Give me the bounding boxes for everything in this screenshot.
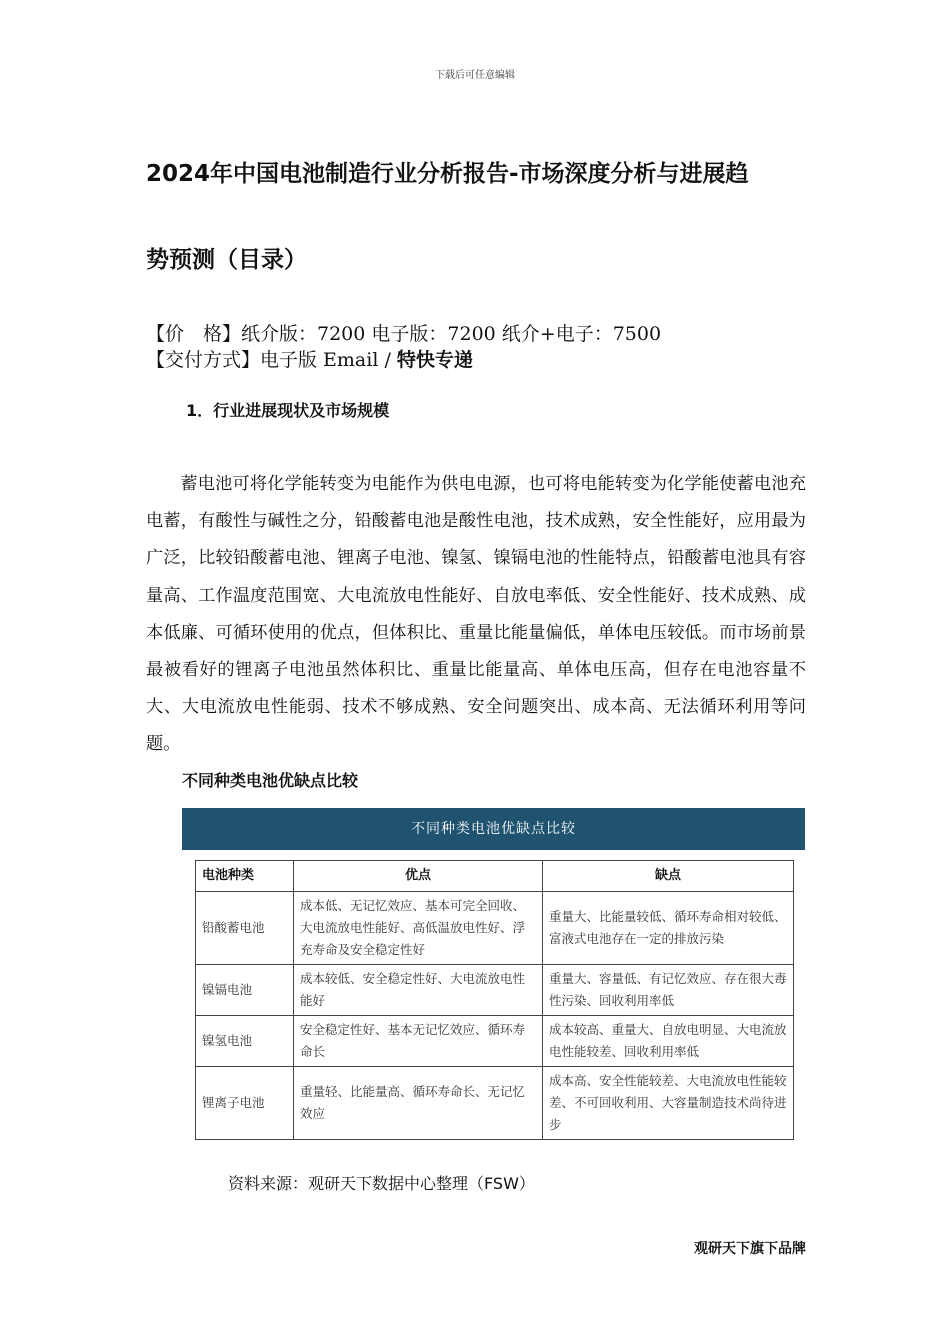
cons-cell: 成本较高、重量大、自放电明显、大电流放电性能较差、回收利用率低: [543, 1016, 794, 1067]
pros-cell: 成本较低、安全稳定性好、大电流放电性能好: [294, 965, 543, 1016]
battery-comparison-table: [195, 860, 794, 1140]
body-paragraph: 蓄电池可将化学能转变为电能作为供电电源，也可将电能转变为化学能使蓄电池充电蓄，有酸性与碱性之分，铅酸蓄电池是酸性电池，技术成熟，安全性能好，应用最为广泛，比较铅酸蓄电池、锂离子电池、镍氢、镍镉电池的性能特点，铅酸蓄电池具有容量高、工作温度范围宽、大电流放电性能好、自放电率低、安全性能好、技术成熟、成本低廉、可循环使用的优点，但体积比、重量比能量偏低，单体电压较低。而市场前景最被看好的锂离子电池虽然体积比、重量比能量高、单体电压高，但存在电池容量不大、大电流放电性能弱、技术不够成熟、安全问题突出、成本高、无法循环利用等问题。: [146, 474, 806, 755]
pros-cell: 重量轻、比能量高、循环寿命长、无记忆效应: [294, 1067, 543, 1140]
table-row: [196, 965, 794, 1016]
table-row: [196, 1016, 794, 1067]
figure-banner: 不同种类电池优缺点比较: [182, 808, 805, 850]
battery-type-cell: 锂离子电池: [196, 1067, 294, 1140]
comparison-figure: [182, 808, 805, 1132]
battery-type-cell: 铅酸蓄电池: [196, 892, 294, 965]
pros-cell: 安全稳定性好、基本无记忆效应、循环寿命长: [294, 1016, 543, 1067]
table-row: [196, 892, 794, 965]
header-battery-type: 电池种类: [196, 861, 294, 892]
table-caption: 不同种类电池优缺点比较: [182, 771, 359, 790]
cons-cell: 重量大、比能量较低、循环寿命相对较低、富液式电池存在一定的排放污染: [543, 892, 794, 965]
cons-cell: 成本高、安全性能较差、大电流放电性能较差、不可回收利用、大容量制造技术尚待进步: [543, 1067, 794, 1140]
table-header-row: [196, 861, 794, 892]
data-source: 资料来源：观研天下数据中心整理（FSW）: [228, 1174, 535, 1193]
delivery-prefix: 【交付方式】电子版 Email /: [146, 349, 397, 371]
header-pros: 优点: [294, 861, 543, 892]
table-row: [196, 1067, 794, 1140]
delivery-emphasis: 特快专递: [396, 349, 473, 371]
footer-brand: 观研天下旗下品牌: [694, 1241, 806, 1257]
delivery-line: [146, 345, 473, 372]
price-line: 【价 格】纸介版：7200 电子版：7200 纸介+电子：7500: [146, 323, 662, 345]
report-title-line-1: 2024年中国电池制造行业分析报告-市场深度分析与进展趋: [146, 161, 749, 187]
battery-type-cell: 镍氢电池: [196, 1016, 294, 1067]
section-heading: 1．行业进展现状及市场规模: [186, 401, 390, 420]
pros-cell: 成本低、无记忆效应、基本可完全回收、大电流放电性能好、高低温放电性好、浮充寿命及安全稳定性好: [294, 892, 543, 965]
header-cons: 缺点: [543, 861, 794, 892]
report-title-line-2: 势预测（目录）: [146, 247, 307, 273]
battery-type-cell: 镍镉电池: [196, 965, 294, 1016]
cons-cell: 重量大、容量低、有记忆效应、存在很大毒性污染、回收利用率低: [543, 965, 794, 1016]
header-note: 下载后可任意编辑: [435, 70, 515, 81]
